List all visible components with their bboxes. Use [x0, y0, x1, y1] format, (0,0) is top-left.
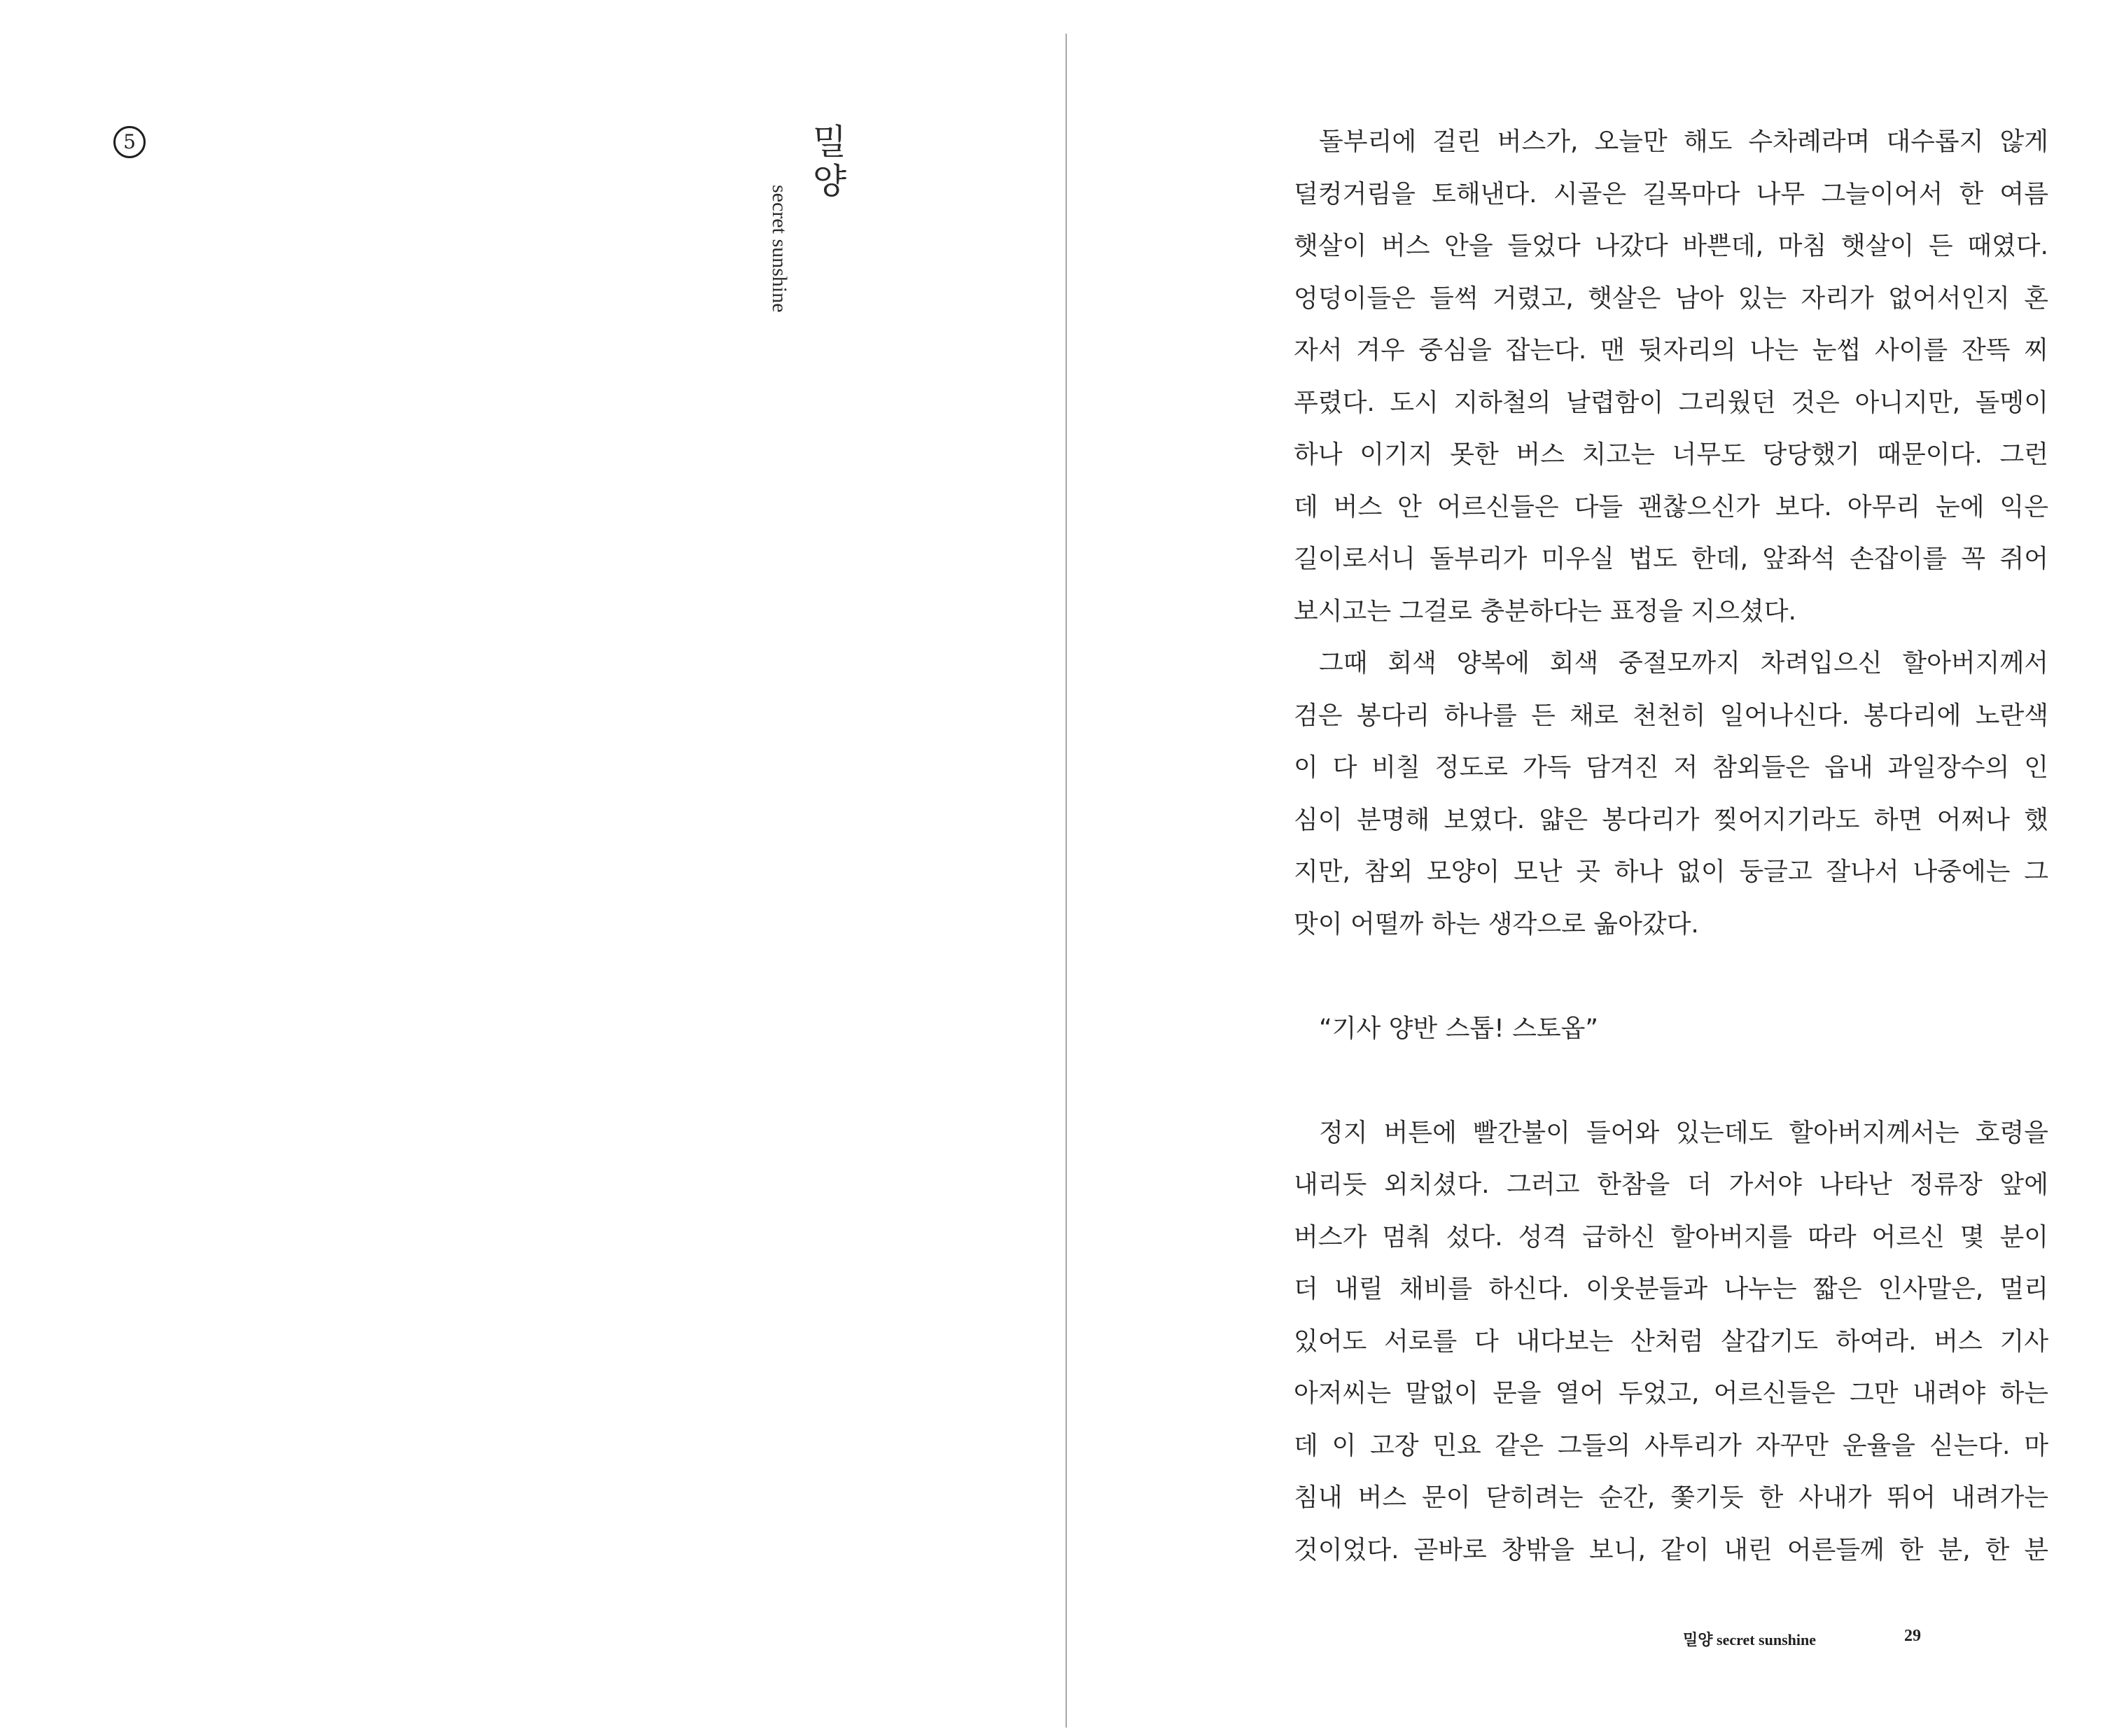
text-line: 햇살이 버스 안을 들었다 나갔다 바쁜데, 마침 햇살이 든 때였다. [1294, 232, 2048, 260]
text-line: 것이었다. 곧바로 창밖을 보니, 같이 내린 어른들께 한 분, 한 분 [1294, 1535, 2048, 1564]
chapter-title-korean: 밀양 [806, 123, 847, 202]
text-line: 정지 버튼에 빨간불이 들어와 있는데도 할아버지께서는 호령을 [1319, 1118, 2048, 1147]
text-line: 버스가 멈춰 섰다. 성격 급하신 할아버지를 따라 어르신 몇 분이 [1294, 1222, 2048, 1252]
text-line: 하나 이기지 못한 버스 치고는 너무도 당당했기 때문이다. 그런 [1294, 440, 2048, 469]
running-footer-title: 밀양 secret sunshine [1683, 1631, 1816, 1648]
text-line: 그때 회색 양복에 회색 중절모까지 차려입으신 할아버지께서 [1319, 649, 2048, 678]
blank-line [1294, 951, 2048, 1003]
text-line: 있어도 서로를 다 내다보는 산처럼 살갑기도 하여라. 버스 기사 [1294, 1326, 2048, 1356]
chapter-number-badge: 5 [113, 126, 146, 158]
text-line: 맛이 어떨까 하는 생각으로 옮아갔다. [1294, 909, 1699, 939]
text-line: 검은 봉다리 하나를 든 채로 천천히 일어나신다. 봉다리에 노란색 [1294, 701, 2048, 730]
quote-line: “기사 양반 스톱! 스토옵” [1319, 1014, 1599, 1043]
text-line: 데 버스 안 어르신들은 다들 괜찮으신가 보다. 아무리 눈에 익은 [1294, 492, 2048, 522]
text-line: 길이로서니 돌부리가 미우실 법도 한데, 앞좌석 손잡이를 꼭 쥐어 [1294, 545, 2048, 573]
text-line: 엉덩이들은 들썩 거렸고, 햇살은 남아 있는 자리가 없어서인지 혼 [1294, 284, 2048, 313]
text-line: 덜컹거림을 토해낸다. 시골은 길목마다 나무 그늘이어서 한 여름 [1294, 179, 2048, 209]
paragraph-2 [1294, 638, 2048, 951]
text-line: 심이 분명해 보였다. 얇은 봉다리가 찢어지기라도 하면 어쩌나 했 [1294, 805, 2048, 834]
chapter-title-english: secret sunshine [768, 185, 791, 313]
blank-line [1294, 1055, 2048, 1107]
paragraph-3 [1294, 1107, 2048, 1577]
text-line: 침내 버스 문이 닫히려는 순간, 쫓기듯 한 사내가 뛰어 내려가는 [1294, 1483, 2048, 1512]
text-line: 데 이 고장 민요 같은 그들의 사투리가 자꾸만 운율을 싣는다. 마 [1294, 1431, 2048, 1460]
page-gutter-divider [1066, 34, 1067, 1728]
text-line: 푸렸다. 도시 지하철의 날렵함이 그리웠던 것은 아니지만, 돌멩이 [1294, 388, 2048, 417]
text-line: 돌부리에 걸린 버스가, 오늘만 해도 수차례라며 대수롭지 않게 [1319, 127, 2048, 156]
text-line: 내리듯 외치셨다. 그러고 한참을 더 가서야 나타난 정류장 앞에 [1294, 1170, 2048, 1199]
text-line: 보시고는 그걸로 충분하다는 표정을 지으셨다. [1294, 596, 1796, 626]
body-text [1294, 116, 2048, 1576]
text-line: 지만, 참외 모양이 모난 곳 하나 없이 둥글고 잘나서 나중에는 그 [1294, 858, 2048, 886]
paragraph-1 [1294, 116, 2048, 638]
text-line: 더 내릴 채비를 하신다. 이웃분들과 나누는 짧은 인사말은, 멀리 [1294, 1275, 2048, 1303]
text-line: 아저씨는 말없이 문을 열어 두었고, 어르신들은 그만 내려야 하는 [1294, 1379, 2048, 1408]
text-line: 이 다 비칠 정도로 가득 담겨진 저 참외들은 읍내 과일장수의 인 [1294, 753, 2048, 782]
page-number: 29 [1904, 1627, 1921, 1645]
text-line: 자서 겨우 중심을 잡는다. 맨 뒷자리의 나는 눈썹 사이를 잔뜩 찌 [1294, 336, 2048, 365]
